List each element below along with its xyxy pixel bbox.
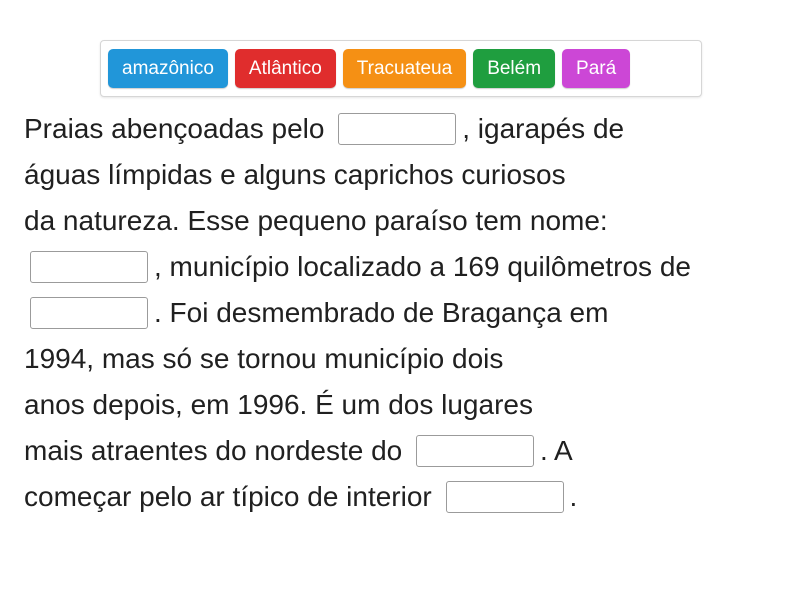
word-chip[interactable]: Belém [473,49,555,88]
text-line [24,290,784,336]
text-line [24,152,784,198]
static-text: anos depois, em 1996. É um dos lugares [24,389,533,420]
static-text: mais atraentes do nordeste do [24,435,411,466]
cloze-text [24,106,784,520]
text-line [24,474,784,520]
word-chip[interactable]: Pará [562,49,630,88]
text-line [24,106,784,152]
static-text: . Foi desmembrado de Bragança em [154,297,609,328]
static-text: Praias abençoadas pelo [24,113,333,144]
answer-blank[interactable] [416,435,534,467]
word-bank [100,40,702,97]
answer-blank[interactable] [30,251,148,283]
static-text: . A [540,435,573,466]
static-text: 1994, mas só se tornou município dois [24,343,504,374]
text-line [24,244,784,290]
answer-blank[interactable] [338,113,456,145]
static-text: , igarapés de [462,113,625,144]
word-chip[interactable]: amazônico [108,49,228,88]
static-text: da natureza. Esse pequeno paraíso tem nome: [24,205,608,236]
static-text: , município localizado a 169 quilômetros de [154,251,691,282]
answer-blank[interactable] [446,481,564,513]
text-line [24,336,784,382]
text-line [24,428,784,474]
word-chip[interactable]: Tracuateua [343,49,466,88]
text-line [24,382,784,428]
static-text: começar pelo ar típico de interior [24,481,440,512]
static-text: . [569,481,578,512]
static-text: águas límpidas e alguns caprichos curiosos [24,159,566,190]
word-chip[interactable]: Atlântico [235,49,336,88]
answer-blank[interactable] [30,297,148,329]
text-line [24,198,784,244]
